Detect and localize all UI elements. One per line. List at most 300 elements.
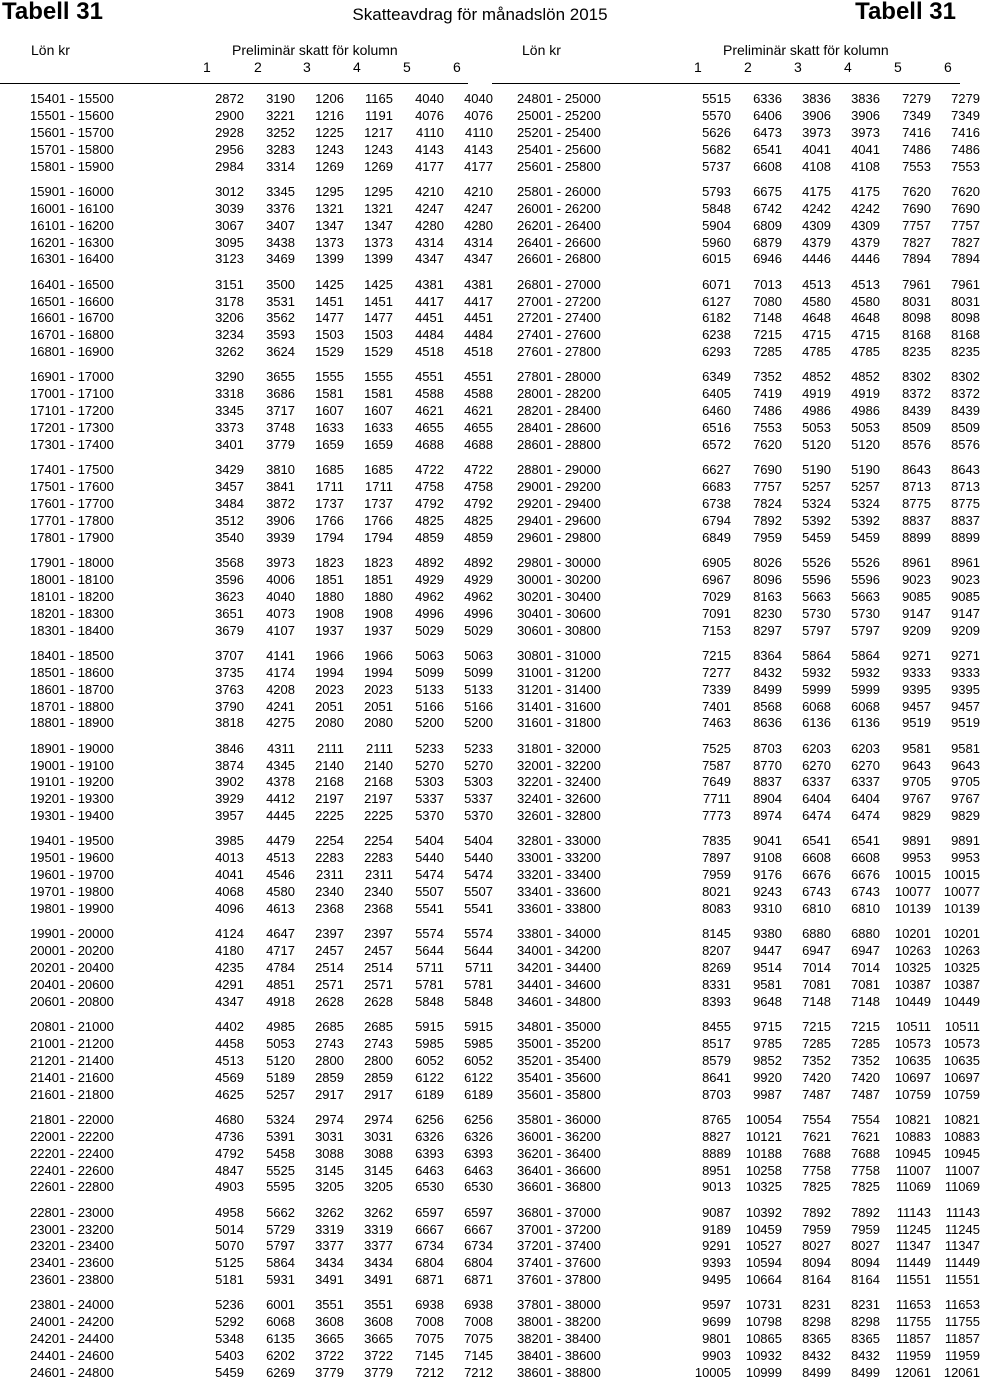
tax-cell-column-3: 4852 — [802, 369, 831, 385]
table-row — [30, 588, 500, 605]
tax-cell-column-3: 4108 — [802, 158, 831, 174]
tax-cell-column-6: 5166 — [464, 698, 493, 714]
salary-range-cell: 17701 - 17800 — [30, 512, 114, 528]
tax-cell-column-6: 7075 — [464, 1331, 493, 1347]
salary-range-cell: 23001 - 23200 — [30, 1221, 114, 1237]
tax-cell-column-4: 4309 — [851, 217, 880, 233]
salary-range-cell: 37801 - 38000 — [517, 1297, 601, 1313]
tax-cell-column-5: 12061 — [894, 1365, 931, 1380]
tax-cell-column-2: 9041 — [753, 833, 782, 849]
table-row — [30, 1204, 500, 1221]
tax-cell-column-2: 9380 — [753, 926, 782, 942]
table-row — [30, 976, 500, 993]
tax-cell-column-4: 5864 — [851, 647, 880, 663]
tax-cell-column-4: 7014 — [851, 960, 880, 975]
tax-cell-column-2: 8904 — [753, 791, 782, 807]
tax-cell-column-4: 3319 — [364, 1221, 393, 1237]
tax-cell-column-4: 7554 — [851, 1111, 880, 1127]
table-row — [517, 832, 987, 849]
tax-cell-column-4: 2197 — [364, 791, 393, 807]
tax-cell-column-6: 6256 — [464, 1111, 493, 1127]
tax-cell-column-3: 3722 — [315, 1348, 344, 1364]
tax-cell-column-5: 8098 — [902, 310, 931, 326]
tax-cell-column-1: 8765 — [702, 1111, 731, 1127]
tax-cell-column-1: 5236 — [215, 1297, 244, 1313]
tax-cell-column-6: 9953 — [951, 850, 980, 866]
tax-cell-column-6: 8168 — [951, 327, 980, 343]
tax-cell-column-5: 10635 — [894, 1052, 931, 1068]
tax-cell-column-5: 6871 — [415, 1272, 444, 1288]
salary-range-cell: 30001 - 30200 — [517, 571, 601, 587]
tax-cell-column-6: 10573 — [943, 1035, 980, 1051]
tax-cell-column-5: 10201 — [894, 926, 931, 942]
tax-cell-column-5: 11551 — [895, 1272, 931, 1288]
tax-cell-column-2: 5189 — [266, 1069, 295, 1085]
salary-range-cell: 23601 - 23800 — [30, 1272, 114, 1288]
tax-cell-column-6: 6393 — [464, 1145, 493, 1161]
tax-cell-column-1: 4068 — [215, 884, 244, 900]
tax-cell-column-6: 4381 — [464, 276, 493, 292]
tax-cell-column-6: 8031 — [951, 293, 980, 309]
tax-cell-column-1: 6349 — [702, 369, 731, 385]
tax-cell-column-6: 5848 — [464, 993, 493, 1009]
tax-cell-column-3: 1529 — [315, 344, 344, 360]
tax-cell-column-6: 5099 — [464, 664, 493, 680]
table-row — [30, 1221, 500, 1238]
tax-cell-column-5: 5370 — [415, 808, 444, 824]
tax-cell-column-4: 1373 — [364, 234, 393, 250]
tax-cell-column-1: 2872 — [215, 91, 244, 106]
tax-cell-column-2: 7757 — [753, 479, 782, 495]
table-row — [30, 605, 500, 622]
salary-range-cell: 31801 - 32000 — [517, 740, 601, 756]
tax-cell-column-2: 3841 — [266, 479, 295, 495]
salary-range-cell: 29201 - 29400 — [517, 496, 601, 511]
tax-cell-column-5: 4758 — [415, 479, 444, 495]
table-row — [30, 1162, 500, 1179]
tax-cell-column-6: 5303 — [464, 774, 493, 790]
tax-cell-column-2: 3221 — [266, 107, 295, 123]
tax-cell-column-1: 4235 — [215, 960, 244, 975]
page-header — [0, 0, 960, 40]
tax-cell-column-4: 2800 — [364, 1052, 393, 1068]
table-row — [30, 1254, 500, 1271]
salary-range-cell: 38001 - 38200 — [517, 1314, 601, 1330]
salary-range-cell: 20401 - 20600 — [30, 976, 114, 992]
tax-cell-column-2: 4412 — [266, 791, 295, 807]
tax-cell-column-6: 8899 — [951, 529, 980, 545]
tax-cell-column-2: 6001 — [266, 1297, 295, 1313]
tax-cell-column-3: 1451 — [315, 293, 344, 309]
tax-cell-column-4: 3031 — [364, 1128, 393, 1144]
tax-cell-column-1: 6967 — [702, 571, 731, 587]
table-row — [517, 326, 987, 343]
table-row — [517, 698, 987, 715]
column-number-left-4: 4 — [353, 59, 361, 75]
tax-cell-column-1: 3318 — [215, 386, 244, 402]
tax-cell-column-4: 2283 — [364, 850, 393, 866]
tax-cell-column-2: 4985 — [266, 1019, 295, 1034]
tax-cell-column-5: 10573 — [894, 1035, 931, 1051]
tax-cell-column-4: 7420 — [851, 1069, 880, 1085]
tax-cell-column-4: 7487 — [851, 1086, 880, 1102]
salary-range-cell: 29801 - 30000 — [517, 555, 601, 570]
tax-cell-column-3: 2917 — [315, 1086, 344, 1102]
table-row — [517, 276, 987, 293]
tax-cell-column-2: 6675 — [753, 183, 782, 199]
tax-cell-column-3: 3319 — [315, 1221, 344, 1237]
salary-range-cell: 19401 - 19500 — [30, 833, 114, 849]
tax-cell-column-3: 1737 — [315, 496, 344, 511]
tax-cell-column-5: 8509 — [902, 420, 931, 436]
tax-cell-column-4: 1607 — [364, 403, 393, 419]
tax-cell-column-6: 6326 — [464, 1128, 493, 1144]
salary-range-cell: 26801 - 27000 — [517, 276, 601, 292]
tax-cell-column-5: 4280 — [415, 217, 444, 233]
tax-cell-column-6: 5644 — [464, 943, 493, 959]
tax-cell-column-4: 6474 — [851, 808, 880, 824]
salary-range-cell: 22201 - 22400 — [30, 1145, 114, 1161]
salary-range-cell: 16201 - 16300 — [30, 234, 114, 250]
tax-cell-column-5: 4892 — [415, 555, 444, 570]
tax-cell-column-3: 4041 — [802, 141, 831, 157]
tax-cell-column-1: 4569 — [215, 1069, 244, 1085]
table-row — [517, 419, 987, 436]
tax-cell-column-5: 10325 — [894, 960, 931, 975]
table-row — [30, 419, 500, 436]
tax-cell-column-4: 5797 — [851, 622, 880, 638]
tax-cell-column-1: 6071 — [702, 276, 731, 292]
tax-cell-column-6: 4929 — [464, 571, 493, 587]
tax-cell-column-4: 6608 — [851, 850, 880, 866]
salary-range-cell: 16501 - 16600 — [30, 293, 114, 309]
tax-cell-column-5: 7757 — [902, 217, 931, 233]
tax-cell-column-2: 3624 — [266, 344, 295, 360]
salary-range-cell: 19601 - 19700 — [30, 867, 114, 883]
tax-cell-column-6: 8576 — [951, 437, 980, 452]
tax-cell-column-6: 10821 — [943, 1111, 980, 1127]
salary-range-cell: 17401 - 17500 — [30, 462, 114, 478]
tax-cell-column-2: 6135 — [266, 1331, 295, 1347]
tax-cell-column-5: 6189 — [415, 1086, 444, 1102]
tax-cell-column-4: 6947 — [851, 943, 880, 959]
tax-cell-column-2: 6541 — [753, 141, 782, 157]
tax-cell-column-1: 6293 — [702, 344, 731, 360]
salary-range-cell: 35001 - 35200 — [517, 1035, 601, 1051]
tax-cell-column-3: 4986 — [802, 403, 831, 419]
salary-range-cell: 35201 - 35400 — [517, 1052, 601, 1068]
table-row — [30, 234, 500, 251]
tax-cell-column-4: 1529 — [364, 344, 393, 360]
tax-cell-column-2: 4006 — [266, 571, 295, 587]
tax-cell-column-4: 8231 — [851, 1297, 880, 1313]
tax-cell-column-4: 1685 — [364, 462, 393, 478]
tax-cell-column-4: 5663 — [851, 588, 880, 604]
table-row — [30, 141, 500, 158]
tax-cell-column-2: 10188 — [745, 1145, 782, 1161]
tax-cell-column-3: 1711 — [316, 479, 344, 495]
tax-cell-column-2: 4345 — [266, 757, 295, 773]
tax-cell-column-1: 3929 — [215, 791, 244, 807]
tax-cell-column-6: 11347 — [944, 1238, 980, 1254]
tax-cell-column-5: 10015 — [894, 867, 931, 883]
tax-cell-column-5: 10387 — [894, 976, 931, 992]
tax-cell-column-4: 1633 — [364, 420, 393, 436]
table-row — [517, 1313, 987, 1330]
tax-cell-column-1: 7401 — [702, 698, 731, 714]
salary-range-cell: 36201 - 36400 — [517, 1145, 601, 1161]
tax-cell-column-4: 4715 — [851, 327, 880, 343]
salary-column-header-right: Lön kr — [522, 42, 561, 58]
tax-cell-column-3: 2685 — [315, 1019, 344, 1034]
tax-cell-column-2: 7620 — [753, 437, 782, 452]
tax-cell-column-1: 5682 — [702, 141, 731, 157]
tax-cell-column-4: 1794 — [364, 529, 393, 545]
tax-cell-column-5: 8031 — [902, 293, 931, 309]
tax-cell-column-6: 4996 — [464, 605, 493, 621]
tax-cell-column-1: 3290 — [215, 369, 244, 385]
tax-cell-column-1: 8145 — [702, 926, 731, 942]
table-row — [517, 1271, 987, 1288]
salary-range-cell: 24401 - 24600 — [30, 1348, 114, 1364]
tax-cell-column-5: 5474 — [415, 867, 444, 883]
tax-cell-column-4: 7148 — [851, 993, 880, 1009]
table-row — [517, 1035, 987, 1052]
tax-cell-column-5: 6256 — [415, 1111, 444, 1127]
table-row — [517, 1364, 987, 1381]
tax-cell-column-4: 7688 — [851, 1145, 880, 1161]
tax-cell-column-3: 3665 — [315, 1331, 344, 1347]
table-row — [517, 495, 987, 512]
tax-cell-column-2: 10731 — [745, 1297, 782, 1313]
table-row — [30, 832, 500, 849]
tax-cell-column-4: 5120 — [851, 437, 880, 452]
tax-cell-column-5: 7008 — [415, 1314, 444, 1330]
tax-cell-column-3: 8231 — [802, 1297, 831, 1313]
tax-cell-column-3: 7621 — [802, 1128, 831, 1144]
tax-cell-column-3: 7825 — [802, 1179, 831, 1195]
tax-cell-column-2: 8230 — [753, 605, 782, 621]
tax-cell-column-3: 2974 — [315, 1111, 344, 1127]
tax-cell-column-3: 2311 — [316, 867, 344, 883]
salary-range-cell: 22601 - 22800 — [30, 1179, 114, 1195]
tax-cell-column-4: 7081 — [851, 976, 880, 992]
tax-cell-column-5: 11857 — [895, 1331, 931, 1347]
tax-cell-column-6: 6597 — [464, 1204, 493, 1220]
tax-cell-column-2: 3283 — [266, 141, 295, 157]
tax-cell-column-4: 6203 — [851, 740, 880, 756]
salary-range-cell: 34201 - 34400 — [517, 960, 601, 975]
table-row — [517, 1221, 987, 1238]
tax-cell-column-6: 7145 — [464, 1348, 493, 1364]
tax-cell-column-1: 5626 — [702, 124, 731, 140]
table-row — [30, 529, 500, 546]
table-row — [517, 807, 987, 824]
tax-cell-column-4: 5730 — [851, 605, 880, 621]
tax-cell-column-6: 11007 — [944, 1162, 980, 1178]
tax-cell-column-6: 8372 — [951, 386, 980, 402]
tax-cell-column-6: 4892 — [464, 555, 493, 570]
tax-cell-column-3: 1581 — [315, 386, 344, 402]
tax-cell-column-6: 10759 — [943, 1086, 980, 1102]
tax-cell-column-2: 10121 — [745, 1128, 782, 1144]
tax-cell-column-3: 2514 — [315, 960, 344, 975]
tax-cell-column-3: 6676 — [802, 867, 831, 883]
tax-cell-column-2: 4174 — [266, 664, 295, 680]
tax-cell-column-4: 8094 — [851, 1255, 880, 1271]
tax-cell-column-3: 4446 — [802, 251, 831, 267]
tax-cell-column-2: 10258 — [745, 1162, 782, 1178]
tax-cell-column-6: 6938 — [464, 1297, 493, 1313]
tax-cell-column-1: 7587 — [702, 757, 731, 773]
tax-cell-column-6: 9333 — [951, 664, 980, 680]
tax-cell-column-6: 5404 — [464, 833, 493, 849]
tax-cell-column-4: 2254 — [364, 833, 393, 849]
tax-cell-column-4: 1851 — [364, 571, 393, 587]
table-row — [517, 234, 987, 251]
tax-cell-column-6: 7620 — [951, 183, 980, 199]
tax-cell-column-1: 6238 — [702, 327, 731, 343]
tax-cell-column-2: 9987 — [753, 1086, 782, 1102]
tax-cell-column-2: 3973 — [266, 555, 295, 570]
tax-cell-column-5: 10139 — [894, 901, 931, 916]
salary-range-cell: 28801 - 29000 — [517, 462, 601, 478]
tax-cell-column-3: 1347 — [315, 217, 344, 233]
tax-cell-column-4: 1399 — [364, 251, 393, 267]
salary-range-cell: 29401 - 29600 — [517, 512, 601, 528]
tax-cell-column-1: 7463 — [702, 715, 731, 731]
tax-cell-column-5: 7961 — [902, 276, 931, 292]
tax-cell-column-4: 4513 — [851, 276, 880, 292]
tax-cell-column-2: 4311 — [267, 740, 295, 756]
tax-cell-column-5: 9271 — [902, 647, 931, 663]
tax-cell-column-5: 9519 — [902, 715, 931, 731]
tax-cell-column-4: 5526 — [851, 555, 880, 570]
tax-cell-column-1: 3651 — [215, 605, 244, 621]
tax-cell-column-5: 5848 — [415, 993, 444, 1009]
tax-cell-column-5: 10945 — [894, 1145, 931, 1161]
tax-cell-column-1: 8889 — [702, 1145, 731, 1161]
table-row — [30, 402, 500, 419]
tax-cell-column-6: 11449 — [944, 1255, 980, 1271]
tax-cell-column-2: 8297 — [753, 622, 782, 638]
tax-cell-column-6: 9023 — [951, 571, 980, 587]
salary-range-cell: 30201 - 30400 — [517, 588, 601, 604]
salary-range-cell: 18201 - 18300 — [30, 605, 114, 621]
tax-cell-column-2: 5595 — [266, 1179, 295, 1195]
table-row — [30, 925, 500, 942]
salary-range-cell: 21801 - 22000 — [30, 1111, 114, 1127]
tax-cell-column-6: 5574 — [464, 926, 493, 942]
salary-range-cell: 23201 - 23400 — [30, 1238, 114, 1254]
tax-cell-column-3: 1243 — [315, 141, 344, 157]
tax-cell-column-1: 5070 — [215, 1238, 244, 1254]
tax-cell-column-3: 5999 — [802, 681, 831, 697]
table-row — [30, 276, 500, 293]
table-row — [30, 1128, 500, 1145]
table-row — [30, 1069, 500, 1086]
tax-cell-column-2: 3748 — [266, 420, 295, 436]
salary-range-cell: 27401 - 27600 — [517, 327, 601, 343]
tax-cell-column-1: 8827 — [702, 1128, 731, 1144]
tax-cell-column-5: 6734 — [415, 1238, 444, 1254]
tax-cell-column-4: 1766 — [364, 512, 393, 528]
tax-cell-column-6: 7486 — [951, 141, 980, 157]
tax-cell-column-2: 4851 — [266, 976, 295, 992]
tax-cell-column-1: 10005 — [694, 1365, 731, 1380]
tax-cell-column-6: 5270 — [464, 757, 493, 773]
salary-range-cell: 31601 - 31800 — [517, 715, 601, 731]
table-row — [30, 1330, 500, 1347]
table-row — [517, 529, 987, 546]
tax-cell-column-2: 8499 — [753, 681, 782, 697]
tax-cell-column-6: 7757 — [951, 217, 980, 233]
tax-cell-column-5: 6530 — [415, 1179, 444, 1195]
tax-cell-column-4: 2225 — [364, 808, 393, 824]
tax-cell-column-5: 4484 — [415, 327, 444, 343]
salary-range-cell: 22001 - 22200 — [30, 1128, 114, 1144]
tax-cell-column-4: 8164 — [851, 1272, 880, 1288]
tax-cell-column-1: 3234 — [215, 327, 244, 343]
tax-cell-column-2: 9852 — [753, 1052, 782, 1068]
tax-cell-column-1: 4958 — [215, 1204, 244, 1220]
tax-cell-column-4: 4648 — [851, 310, 880, 326]
tax-cell-column-3: 7959 — [802, 1221, 831, 1237]
tax-cell-column-4: 6541 — [851, 833, 880, 849]
tax-cell-column-5: 4314 — [415, 234, 444, 250]
tax-column-header-left: Preliminär skatt för kolumn — [232, 42, 398, 58]
tax-cell-column-6: 10201 — [943, 926, 980, 942]
table-row — [30, 326, 500, 343]
tax-cell-column-4: 2917 — [364, 1086, 393, 1102]
table-row — [517, 1086, 987, 1103]
tax-cell-column-1: 3818 — [215, 715, 244, 731]
tax-cell-column-6: 6189 — [464, 1086, 493, 1102]
table-row — [517, 993, 987, 1010]
table-row — [30, 385, 500, 402]
tax-cell-column-6: 4210 — [464, 183, 493, 199]
tax-cell-column-3: 1555 — [315, 369, 344, 385]
tax-cell-column-2: 6946 — [753, 251, 782, 267]
tax-cell-column-6: 7690 — [951, 200, 980, 216]
tax-cell-column-1: 9393 — [702, 1255, 731, 1271]
tax-cell-column-4: 6880 — [851, 926, 880, 942]
tax-cell-column-4: 4785 — [851, 344, 880, 360]
tax-cell-column-3: 6337 — [802, 774, 831, 790]
column-number-left-2: 2 — [254, 59, 262, 75]
tax-cell-column-5: 5133 — [415, 681, 444, 697]
tax-cell-column-1: 5459 — [215, 1365, 244, 1380]
salary-range-cell: 19701 - 19800 — [30, 884, 114, 900]
table-row — [30, 1035, 500, 1052]
table-row — [30, 495, 500, 512]
tax-cell-column-4: 2685 — [364, 1019, 393, 1034]
tax-cell-column-2: 8770 — [753, 757, 782, 773]
table-row — [30, 554, 500, 571]
tax-cell-column-4: 3145 — [364, 1162, 393, 1178]
tax-cell-column-1: 3401 — [215, 437, 244, 452]
tax-cell-column-3: 7420 — [802, 1069, 831, 1085]
tax-cell-column-4: 1555 — [364, 369, 393, 385]
tax-cell-column-1: 2984 — [215, 158, 244, 174]
tax-cell-column-5: 4859 — [415, 529, 444, 545]
salary-range-cell: 21201 - 21400 — [30, 1052, 114, 1068]
table-row — [517, 714, 987, 731]
tax-cell-column-4: 1823 — [364, 555, 393, 570]
tax-cell-column-6: 4177 — [464, 158, 493, 174]
tax-cell-column-6: 11551 — [944, 1272, 980, 1288]
tax-cell-column-4: 2743 — [364, 1035, 393, 1051]
